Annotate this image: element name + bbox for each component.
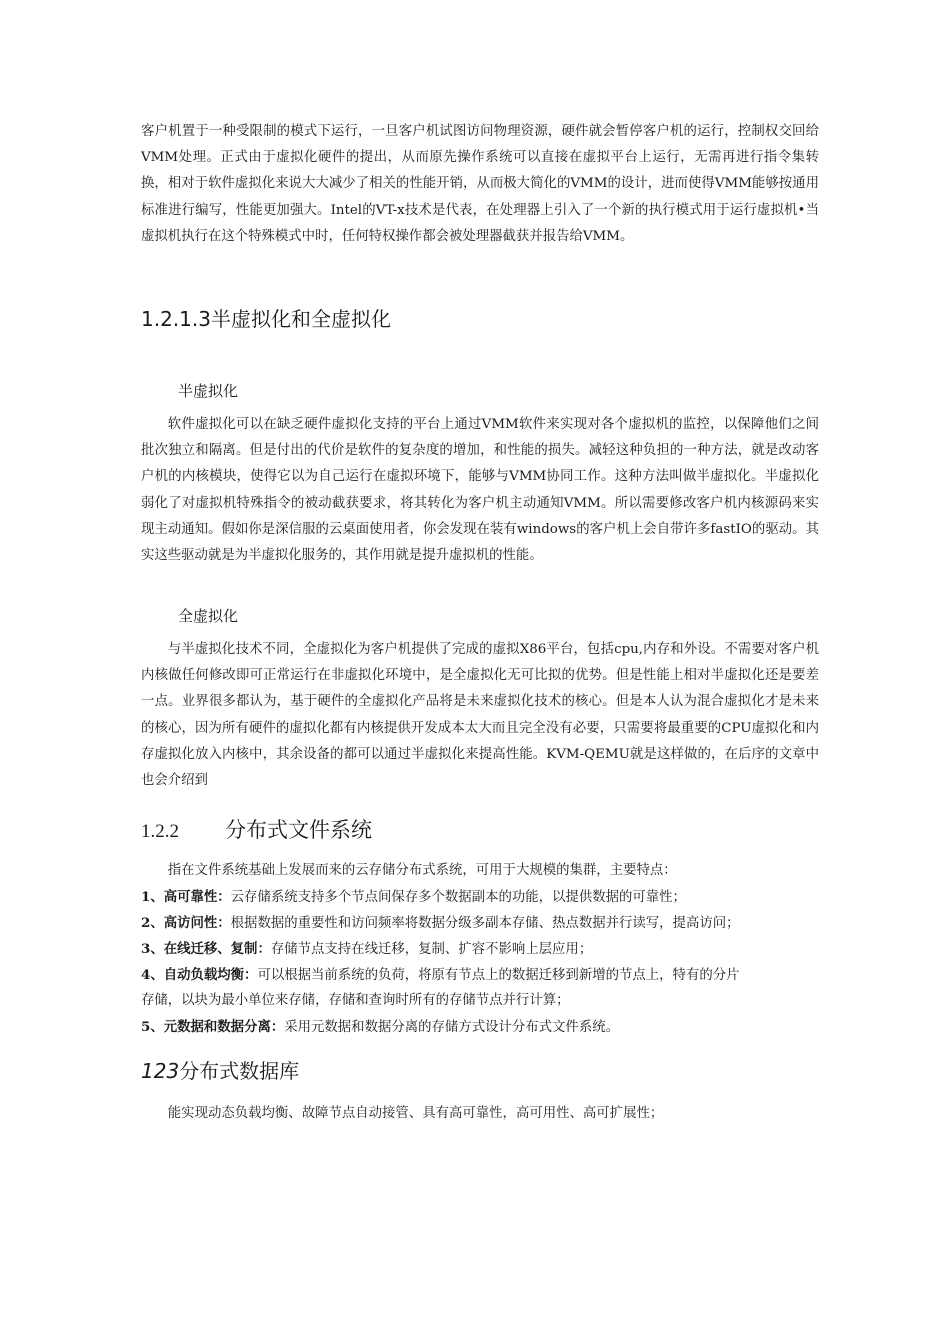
feature-text: 采用元数据和数据分离的存储方式设计分布式文件系统。: [284, 1020, 619, 1035]
feature-item: [141, 884, 819, 911]
feature-label: 4、自动负载均衡：: [141, 967, 258, 983]
feature-item: [141, 936, 819, 963]
feature-text: 存储节点支持在线迁移，复制、扩容不影响上层应用；: [270, 942, 593, 957]
full-virt-heading: 全虚拟化: [178, 607, 239, 625]
section-number: 123: [141, 1059, 180, 1083]
para-virt-heading: 半虚拟化: [178, 382, 239, 400]
section-number: 1.2.2: [141, 821, 179, 842]
feature-label: 3、在线迁移、复制：: [141, 941, 271, 957]
full-virt-paragraph: 与半虚拟化技术不同，全虚拟化为客户机提供了完成的虚拟X86平台，包括cpu,内存和外设。不需要对客户机内核做任何修改即可正常运行在非虚拟化环境中，是全虚拟化无可比拟的优势。但是性能上相对半虚拟化还是要差一点。业界很多都认为，基于硬件的全虚拟化产品将是未来虚拟化技术的核心。但是本人认为混合虚拟化才是未来的核心，因为所有硬件的虚拟化都有内核提供开发成本太大而且完全没有必要，只需要将最重要的CPU虚拟化和内存虚拟化放入内核中，其余设备的都可以通过半虚拟化来提高性能。KVM-QEMU就是这样做的，在后序的文章中也会介绍到: [141, 642, 819, 789]
feature-text: 可以根据当前系统的负荷，将原有节点上的数据迁移到新增的节点上，特有的分片: [257, 968, 740, 983]
feature-item: [141, 1014, 819, 1041]
feature-item: [141, 962, 819, 989]
ddb-paragraph: 能实现动态负载均衡、故障节点自动接管、具有高可靠性，高可用性、高可扩展性；: [167, 1106, 664, 1121]
dfs-intro: 指在文件系统基础上发展而来的云存储分布式系统，可用于大规模的集群，主要特点：: [167, 863, 677, 878]
feature-item: [141, 910, 819, 937]
feature-label: 1、高可靠性：: [141, 889, 231, 905]
feature-text: 云存储系统支持多个节点间保存多个数据副本的功能，以提供数据的可靠性；: [230, 890, 686, 905]
feature-label: 2、高访问性：: [141, 915, 231, 931]
section-heading-1213: 1.2.1.3半虚拟化和全虚拟化: [141, 307, 391, 331]
feature-label: 5、元数据和数据分离：: [141, 1019, 285, 1035]
section-heading-122: [141, 814, 372, 844]
section-heading-123: [141, 1055, 299, 1084]
section-title: 分布式数据库: [179, 1059, 300, 1083]
feature-text: 根据数据的重要性和访问频率将数据分级多副本存储、热点数据并行读写，提高访问；: [230, 916, 740, 931]
feature-item-continuation: 存储，以块为最小单位来存储，存储和查询时所有的存储节点并行计算；: [141, 993, 570, 1008]
section-title: 分布式文件系统: [225, 818, 372, 842]
para-virt-paragraph: 软件虚拟化可以在缺乏硬件虚拟化支持的平台上通过VMM软件来实现对各个虚拟机的监控，以保障他们之间批次独立和隔离。但是付出的代价是软件的复杂度的增加，和性能的损失。减轻这种负担的一种方法，就是改动客户机的内核模块，使得它以为自己运行在虚拟环境下，能够与VMM协同工作。这种方法叫做半虚拟化。半虚拟化弱化了对虚拟机特殊指令的被动截获要求，将其转化为客户机主动通知VMM。所以需要修改客户机内核源码来实现主动通知。假如你是深信服的云桌面使用者，你会发现在装有windows的客户机上会自带许多fastIO的驱动。其实这些驱动就是为半虚拟化服务的，其作用就是提升虚拟机的性能。: [141, 417, 819, 564]
intro-paragraph: 客户机置于一种受限制的模式下运行，一旦客户机试图访问物理资源，硬件就会暂停客户机的运行，控制权交回给VMM处理。正式由于虚拟化硬件的提出，从而原先操作系统可以直接在虚拟平台上运行，无需再进行指令集转换，相对于软件虚拟化来说大大减少了相关的性能开销，从而极大简化的VMM的设计，进而使得VMM能够按通用标准进行编写，性能更加强大。Intel的VT-x技术是代表，在处理器上引入了一个新的执行模式用于运行虚拟机•当虚拟机执行在这个特殊模式中时，任何特权操作都会被处理器截获并报告给VMM。: [141, 124, 819, 244]
